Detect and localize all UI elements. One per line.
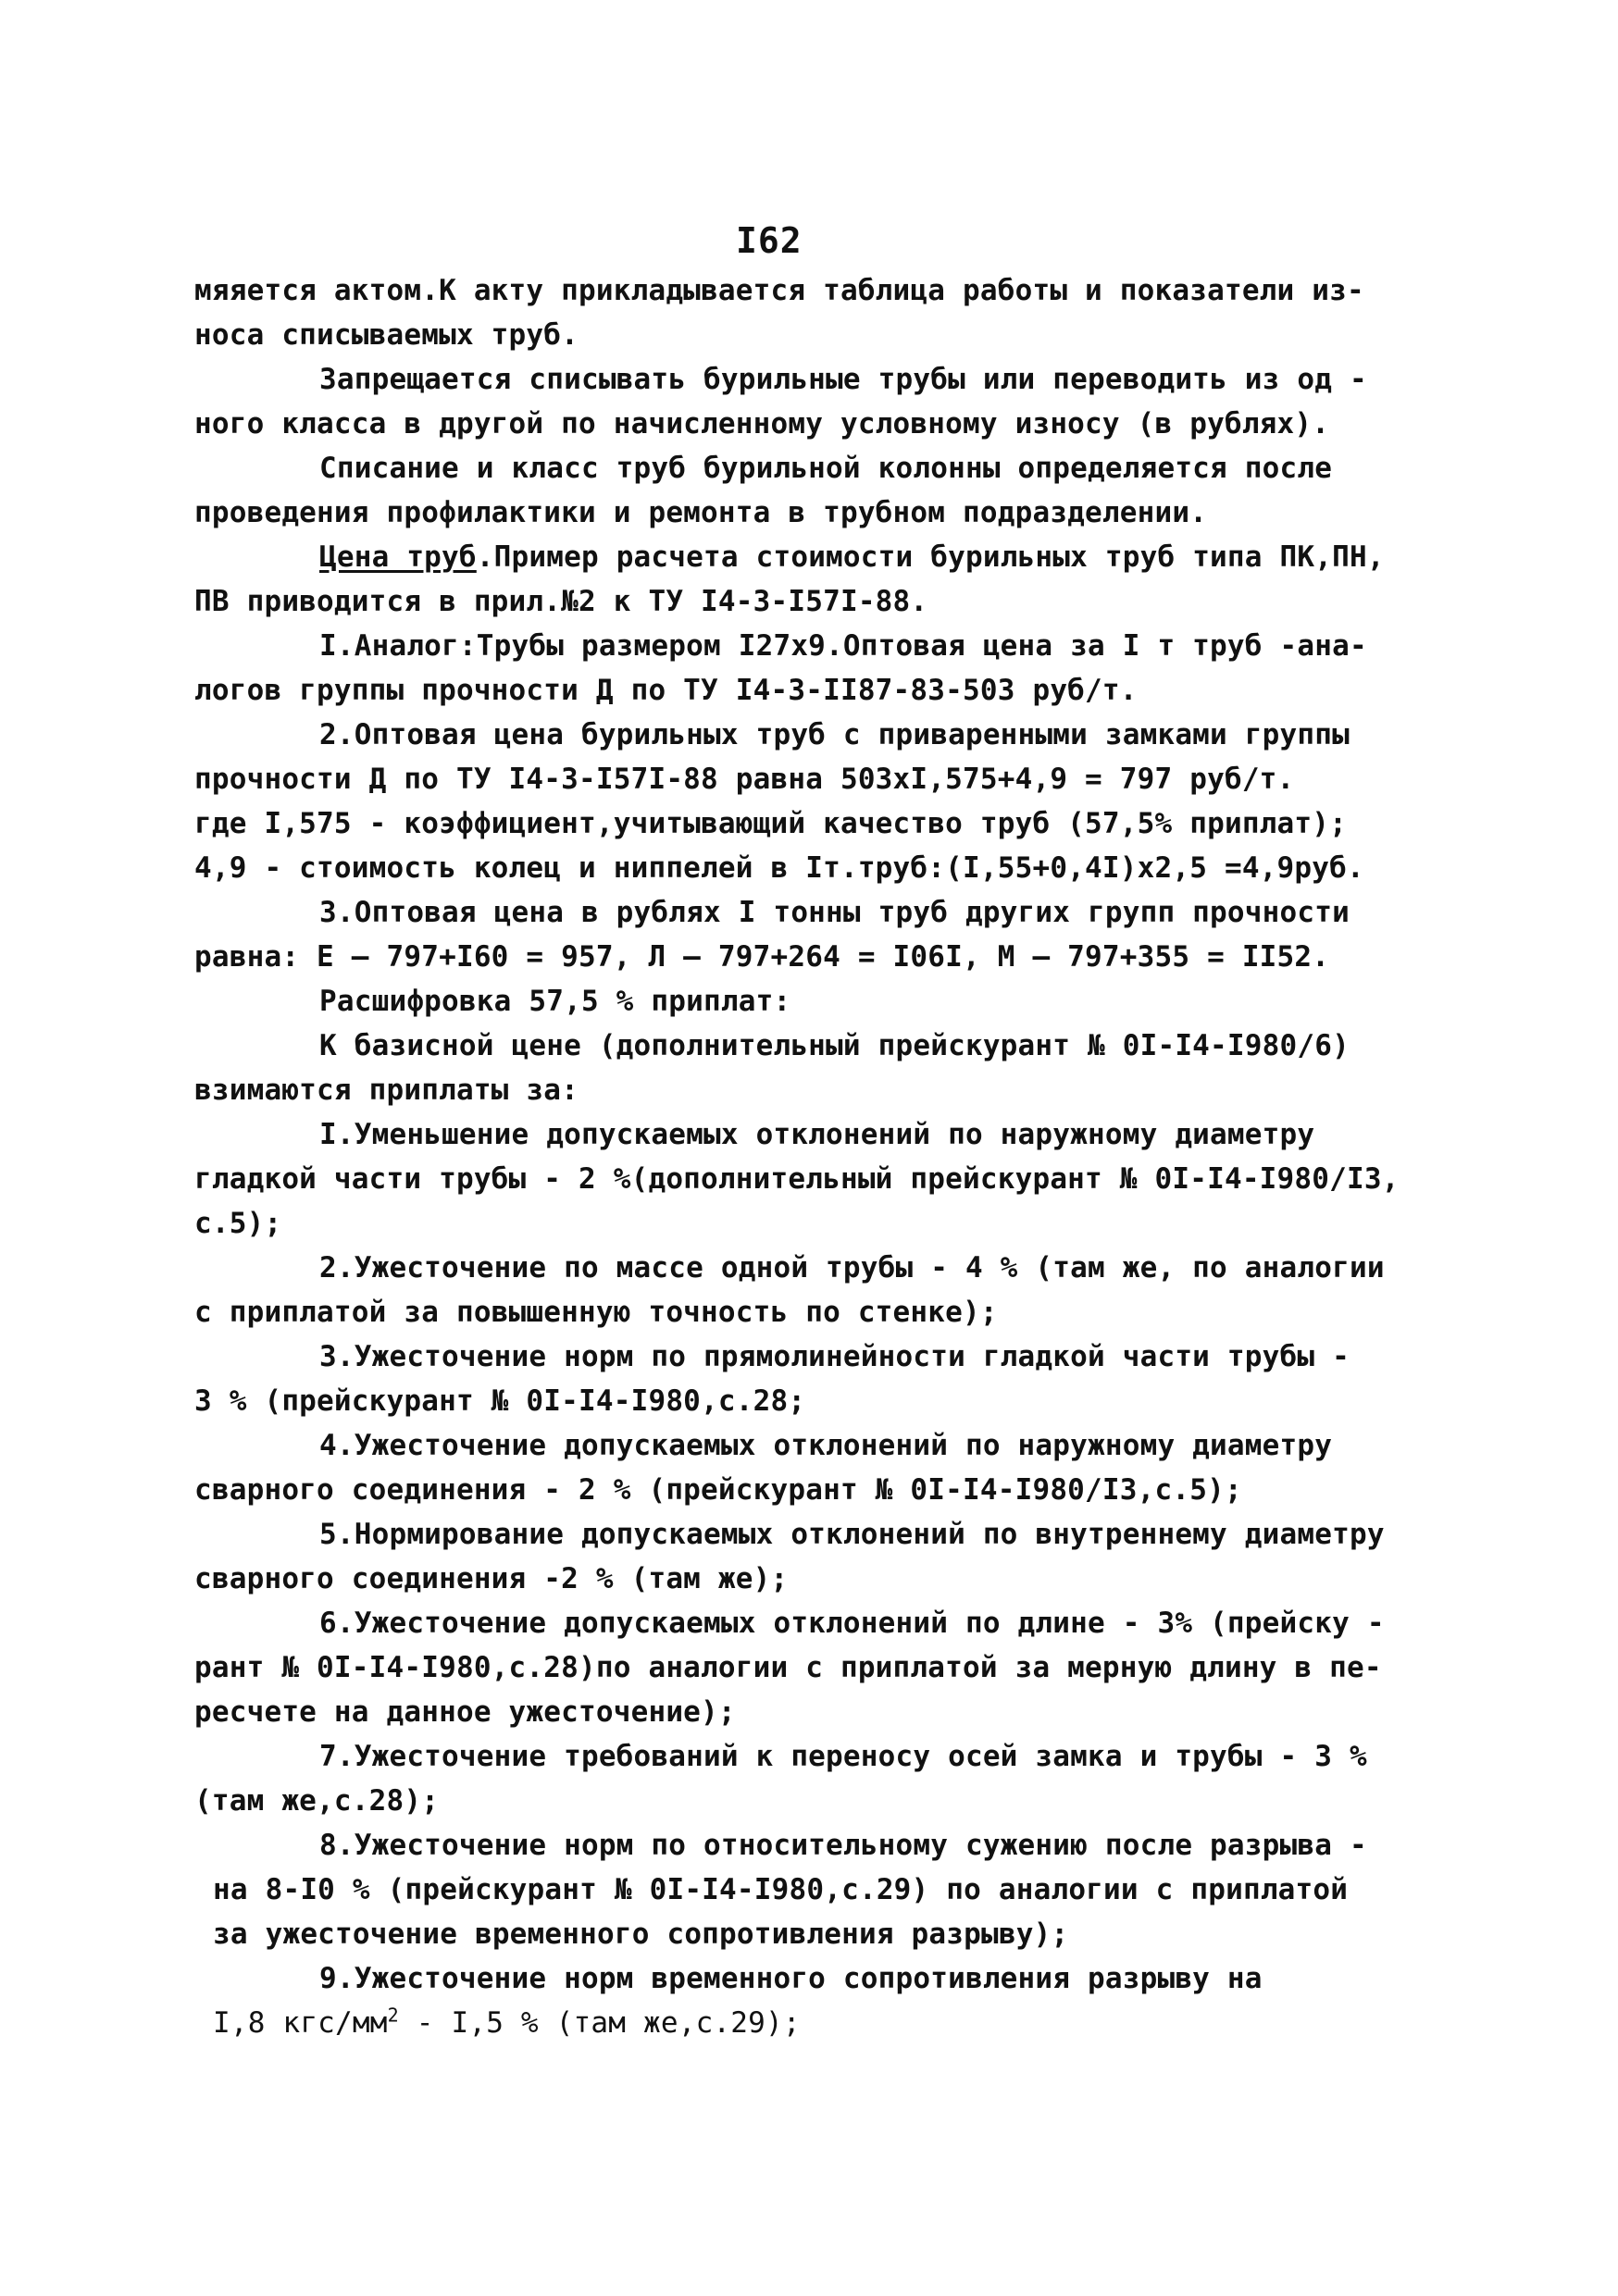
text-line xyxy=(194,1246,1453,1290)
text-line xyxy=(194,1956,1453,2001)
line-text: ПВ приводится в прил.№2 к ТУ I4-3-I57I-88. xyxy=(194,585,928,618)
text-line xyxy=(194,446,1453,490)
text-line xyxy=(194,1912,1453,1956)
text-line xyxy=(194,624,1453,668)
text-line xyxy=(194,1601,1453,1645)
text-line xyxy=(194,668,1453,713)
line-text: 3 % (прейскурант № 0I-I4-I980,с.28; xyxy=(194,1384,806,1418)
text-line xyxy=(194,801,1453,846)
line-text: за ужесточение временного сопротивления разрыву); xyxy=(213,1917,1069,1951)
text-line xyxy=(194,1468,1453,1512)
line-text: сварного соединения -2 % (там же); xyxy=(194,1562,789,1595)
text-line xyxy=(194,935,1453,979)
line-text: прочности Д по ТУ I4-3-I57I-88 равна 503хI,575+4,9 = 797 руб/т. xyxy=(194,763,1295,796)
text-line xyxy=(194,357,1453,402)
section-heading: Цена труб xyxy=(319,540,477,574)
text-line xyxy=(194,1823,1453,1868)
line-text: 8.Ужесточение норм по относительному сужению после разрыва - xyxy=(319,1829,1367,1862)
text-line xyxy=(194,1024,1453,1068)
line-text: .Пример расчета стоимости бурильных труб типа ПК,ПН, xyxy=(476,540,1385,574)
line-text: 7.Ужесточение требований к переносу осей замка и трубы - 3 % xyxy=(319,1740,1367,1773)
line-text: с.5); xyxy=(194,1207,282,1240)
line-text: мяяется актом.К акту прикладывается таблица работы и показатели из- xyxy=(194,274,1364,307)
text-line xyxy=(194,490,1453,535)
text-line xyxy=(194,1423,1453,1468)
text-line xyxy=(194,1779,1453,1823)
text-line xyxy=(194,535,1453,579)
line-text: 5.Нормирование допускаемых отклонений по внутреннему диаметру xyxy=(319,1518,1385,1551)
text-line xyxy=(194,1201,1453,1246)
line-text: 4,9 - стоимость колец и ниппелей в Iт.труб:(I,55+0,4I)х2,5 =4,9руб. xyxy=(194,851,1364,885)
body-text xyxy=(194,268,1453,2045)
line-text: гладкой части трубы - 2 %(дополнительный прейскурант № 0I-I4-I980/I3, xyxy=(194,1162,1400,1196)
text-line xyxy=(194,1334,1453,1379)
text-line xyxy=(194,1112,1453,1157)
line-text: с приплатой за повышенную точность по стенке); xyxy=(194,1296,998,1329)
line-text: логов группы прочности Д по ТУ I4-3-II87-83-503 руб/т. xyxy=(194,674,1138,707)
text-line xyxy=(194,1868,1453,1912)
text-line xyxy=(194,313,1453,357)
line-text: 4.Ужесточение допускаемых отклонений по наружному диаметру xyxy=(319,1429,1333,1462)
text-line xyxy=(194,757,1453,801)
text-line xyxy=(194,1645,1453,1690)
text-line xyxy=(194,1512,1453,1557)
line-text: (там же,с.28); xyxy=(194,1784,440,1818)
line-text: где I,575 - коэффициент,учитывающий качество труб (57,5% приплат); xyxy=(194,807,1347,840)
text-line xyxy=(194,979,1453,1024)
text-line xyxy=(194,1290,1453,1334)
line-text: Расшифровка 57,5 % приплат: xyxy=(319,985,791,1018)
text-line xyxy=(194,1690,1453,1734)
line-text-pre: I,8 кгс/мм xyxy=(213,2006,388,2040)
text-line xyxy=(194,2001,1453,2045)
line-text: 9.Ужесточение норм временного сопротивления разрыву на xyxy=(319,1962,1263,1995)
line-text: носа списываемых труб. xyxy=(194,318,579,352)
line-text: на 8-I0 % (прейскурант № 0I-I4-I980,с.29) по аналогии с приплатой xyxy=(213,1873,1349,1906)
line-text: сварного соединения - 2 % (прейскурант № 0I-I4-I980/I3,с.5); xyxy=(194,1473,1242,1507)
line-text: рант № 0I-I4-I980,с.28)по аналогии с приплатой за мерную длину в пе- xyxy=(194,1651,1382,1684)
line-text: - I,5 % (там же,с.29); xyxy=(398,2006,801,2040)
text-line xyxy=(194,1557,1453,1601)
line-text: Списание и класс труб бурильной колонны определяется после xyxy=(319,452,1333,485)
line-text: I.Уменьшение допускаемых отклонений по наружному диаметру xyxy=(319,1118,1315,1151)
line-text: взимаются приплаты за: xyxy=(194,1074,579,1107)
line-text: равна: Е — 797+I60 = 957, Л — 797+264 = I06I, М — 797+355 = II52. xyxy=(194,940,1330,974)
line-text: 2.Оптовая цена бурильных труб с приваренными замками группы xyxy=(319,718,1350,751)
text-line xyxy=(194,890,1453,935)
text-line xyxy=(194,1734,1453,1779)
text-line xyxy=(194,713,1453,757)
line-text: К базисной цене (дополнительный прейскурант № 0I-I4-I980/6) xyxy=(319,1029,1350,1062)
line-text: ресчете на данное ужесточение); xyxy=(194,1695,736,1729)
text-line xyxy=(194,1157,1453,1201)
text-line xyxy=(194,402,1453,446)
line-text: Запрещается списывать бурильные трубы или переводить из од - xyxy=(319,363,1367,396)
text-line xyxy=(194,846,1453,890)
page-number: I62 xyxy=(736,220,803,261)
line-text: проведения профилактики и ремонта в трубном подразделении. xyxy=(194,496,1208,529)
line-text: ного класса в другой по начисленному условному износу (в рублях). xyxy=(194,407,1330,441)
line-text: 2.Ужесточение по массе одной трубы - 4 % (там же, по аналогии xyxy=(319,1251,1385,1285)
line-text: 3.Ужесточение норм по прямолинейности гладкой части трубы - xyxy=(319,1340,1350,1373)
text-line xyxy=(194,579,1453,624)
line-text: I.Аналог:Трубы размером I27х9.Оптовая цена за I т труб -ана- xyxy=(319,629,1367,663)
line-text: 3.Оптовая цена в рублях I тонны труб других групп прочности xyxy=(319,896,1350,929)
superscript: 2 xyxy=(387,2004,399,2027)
text-line xyxy=(194,1379,1453,1423)
text-line xyxy=(194,1068,1453,1112)
text-line xyxy=(194,268,1453,313)
line-text: 6.Ужесточение допускаемых отклонений по длине - 3% (прейску - xyxy=(319,1607,1385,1640)
